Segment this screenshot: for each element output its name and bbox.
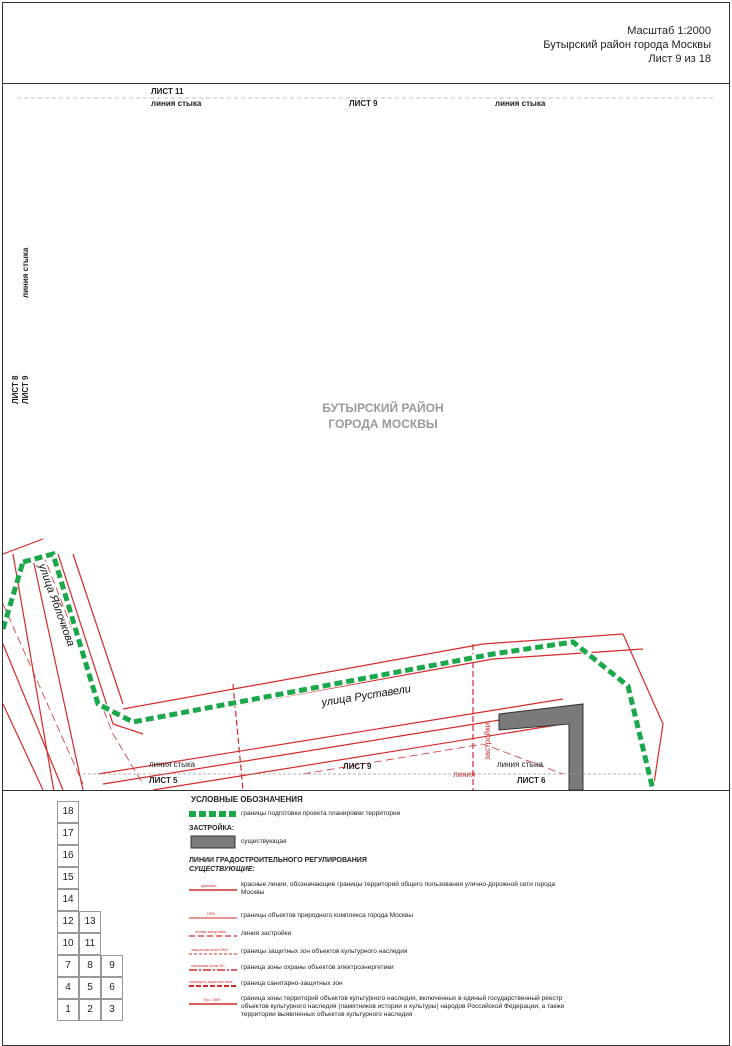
sanitary-zone-symbol: [189, 977, 237, 991]
sheet-index-cell: 4: [57, 977, 79, 999]
energy-zone-symbol-text: охранная зона ЭС: [191, 963, 225, 968]
nature-symbol: [189, 909, 237, 923]
culture-zone-symbol: [189, 995, 237, 1009]
sheet-index-cell: 2: [79, 999, 101, 1021]
bottom-sheet-5-label: ЛИСТ 5: [149, 776, 178, 785]
sheet-11-label: ЛИСТ 11: [151, 87, 184, 96]
map-drawing: [3, 84, 729, 790]
nature-symbol-text: ПРК: [207, 911, 215, 916]
energy-zone-symbol: [189, 961, 237, 975]
sheet-index-cell: 14: [57, 889, 79, 911]
red-line-symbol: [189, 881, 237, 895]
building-symbol: [189, 835, 237, 849]
left-sheet-9-label: ЛИСТ 9: [21, 375, 30, 404]
district-title: Бутырский район города Москвы: [543, 39, 711, 51]
title-block: [2, 2, 730, 84]
bottom-joint-left-label: линия стыка: [149, 760, 196, 769]
joint-line-label-right: линия стыка: [495, 99, 546, 108]
nature-text: границы объектов природного комплекса города Москвы: [241, 912, 413, 919]
sheet-index-cell: 1: [57, 999, 79, 1021]
street-yablochkova-label: улица Яблочкова: [35, 562, 77, 649]
building-line-symbol-text: линия застройки: [195, 929, 226, 934]
bottom-joint-right-label: линия стыка: [497, 760, 544, 769]
red-lines-text: красные линии, обозначающие границы территорий общего пользования улично-дорожной сети города Москвы: [241, 881, 556, 896]
protect-zone-symbol: [189, 945, 237, 959]
sheet-index-cell: 7: [57, 955, 79, 977]
building-line-symbol: [189, 927, 237, 941]
red-line-symbol-text: красные: [201, 883, 217, 888]
district-label-line-2: ГОРОДА МОСКВЫ: [328, 417, 438, 431]
sheet-index-cell: 13: [79, 911, 101, 933]
energy-zone-text: граница зоны охраны объектов электроэнергетики: [241, 964, 394, 971]
sanitary-text: граница санитарно-защитных зон: [241, 980, 343, 987]
sheet-index-cell: 18: [57, 801, 79, 823]
left-sheet-8-label: ЛИСТ 8: [11, 375, 20, 404]
bottom-sheet-9-label: ЛИСТ 9: [343, 762, 372, 771]
bottom-sheet-6-label: ЛИСТ 6: [517, 776, 546, 785]
sheet-index-cell: 10: [57, 933, 79, 955]
culture-zone-symbol-text: Тер. ОКН: [203, 997, 221, 1002]
zastroyki-label: застройки: [483, 722, 492, 760]
sheet-index-grid: [53, 801, 143, 1025]
sheet-number: Лист 9 из 18: [648, 53, 711, 65]
culture-text: граница зоны территорий объектов культурного наследия, включенных в единый государственный реестр объектов культурного наследия (памятников истории и культуры) народов Российской Федерации, а также территории выявленных объектов культурного наследия: [241, 995, 565, 1018]
sheet-index-cell: 11: [79, 933, 101, 955]
legend-panel: [2, 790, 730, 1046]
existing-text: существующая: [241, 838, 287, 845]
protect-zone-symbol-text: защитная зона ОКН: [191, 947, 229, 952]
legend-title: УСЛОВНЫЕ ОБОЗНАЧЕНИЯ: [191, 795, 303, 804]
protect-zones-text: границы защитных зон объектов культурного наследия: [241, 948, 408, 955]
boundary-text: границы подготовки проекта планировки территории: [241, 810, 401, 817]
sheet-index-cell: 6: [101, 977, 123, 999]
sheet-index-cell: 8: [79, 955, 101, 977]
sheet-index-cell: 17: [57, 823, 79, 845]
zastroyka-title: ЗАСТРОЙКА:: [189, 825, 235, 832]
district-label: [303, 400, 463, 432]
map-area: [2, 84, 730, 790]
sheet-9-label: ЛИСТ 9: [349, 99, 378, 108]
liniya-label: линия: [453, 770, 476, 779]
sheet-index-cell: 3: [101, 999, 123, 1021]
sheet-index-cell: 5: [79, 977, 101, 999]
joint-line-label-left: линия стыка: [151, 99, 202, 108]
left-joint-line-label: линия стыка: [21, 247, 30, 298]
existing-title: СУЩЕСТВУЮЩИЕ:: [189, 866, 255, 873]
district-label-line-1: БУТЫРСКИЙ РАЙОН: [322, 401, 444, 415]
street-rustaveli-label: улица Руставели: [320, 683, 412, 709]
sanitary-zone-symbol-text: санитарно-защитная зона: [189, 980, 233, 984]
sheet-index-cell: 16: [57, 845, 79, 867]
sheet-index-cell: 15: [57, 867, 79, 889]
boundary-symbol: [189, 807, 237, 821]
building-line-text: линия застройки: [241, 930, 292, 937]
sheet-index-cell: 9: [101, 955, 123, 977]
scale-label: Масштаб 1:2000: [627, 25, 711, 37]
lines-title: ЛИНИИ ГРАДОСТРОИТЕЛЬНОГО РЕГУЛИРОВАНИЯ: [189, 857, 367, 864]
sheet-index-cell: 12: [57, 911, 79, 933]
